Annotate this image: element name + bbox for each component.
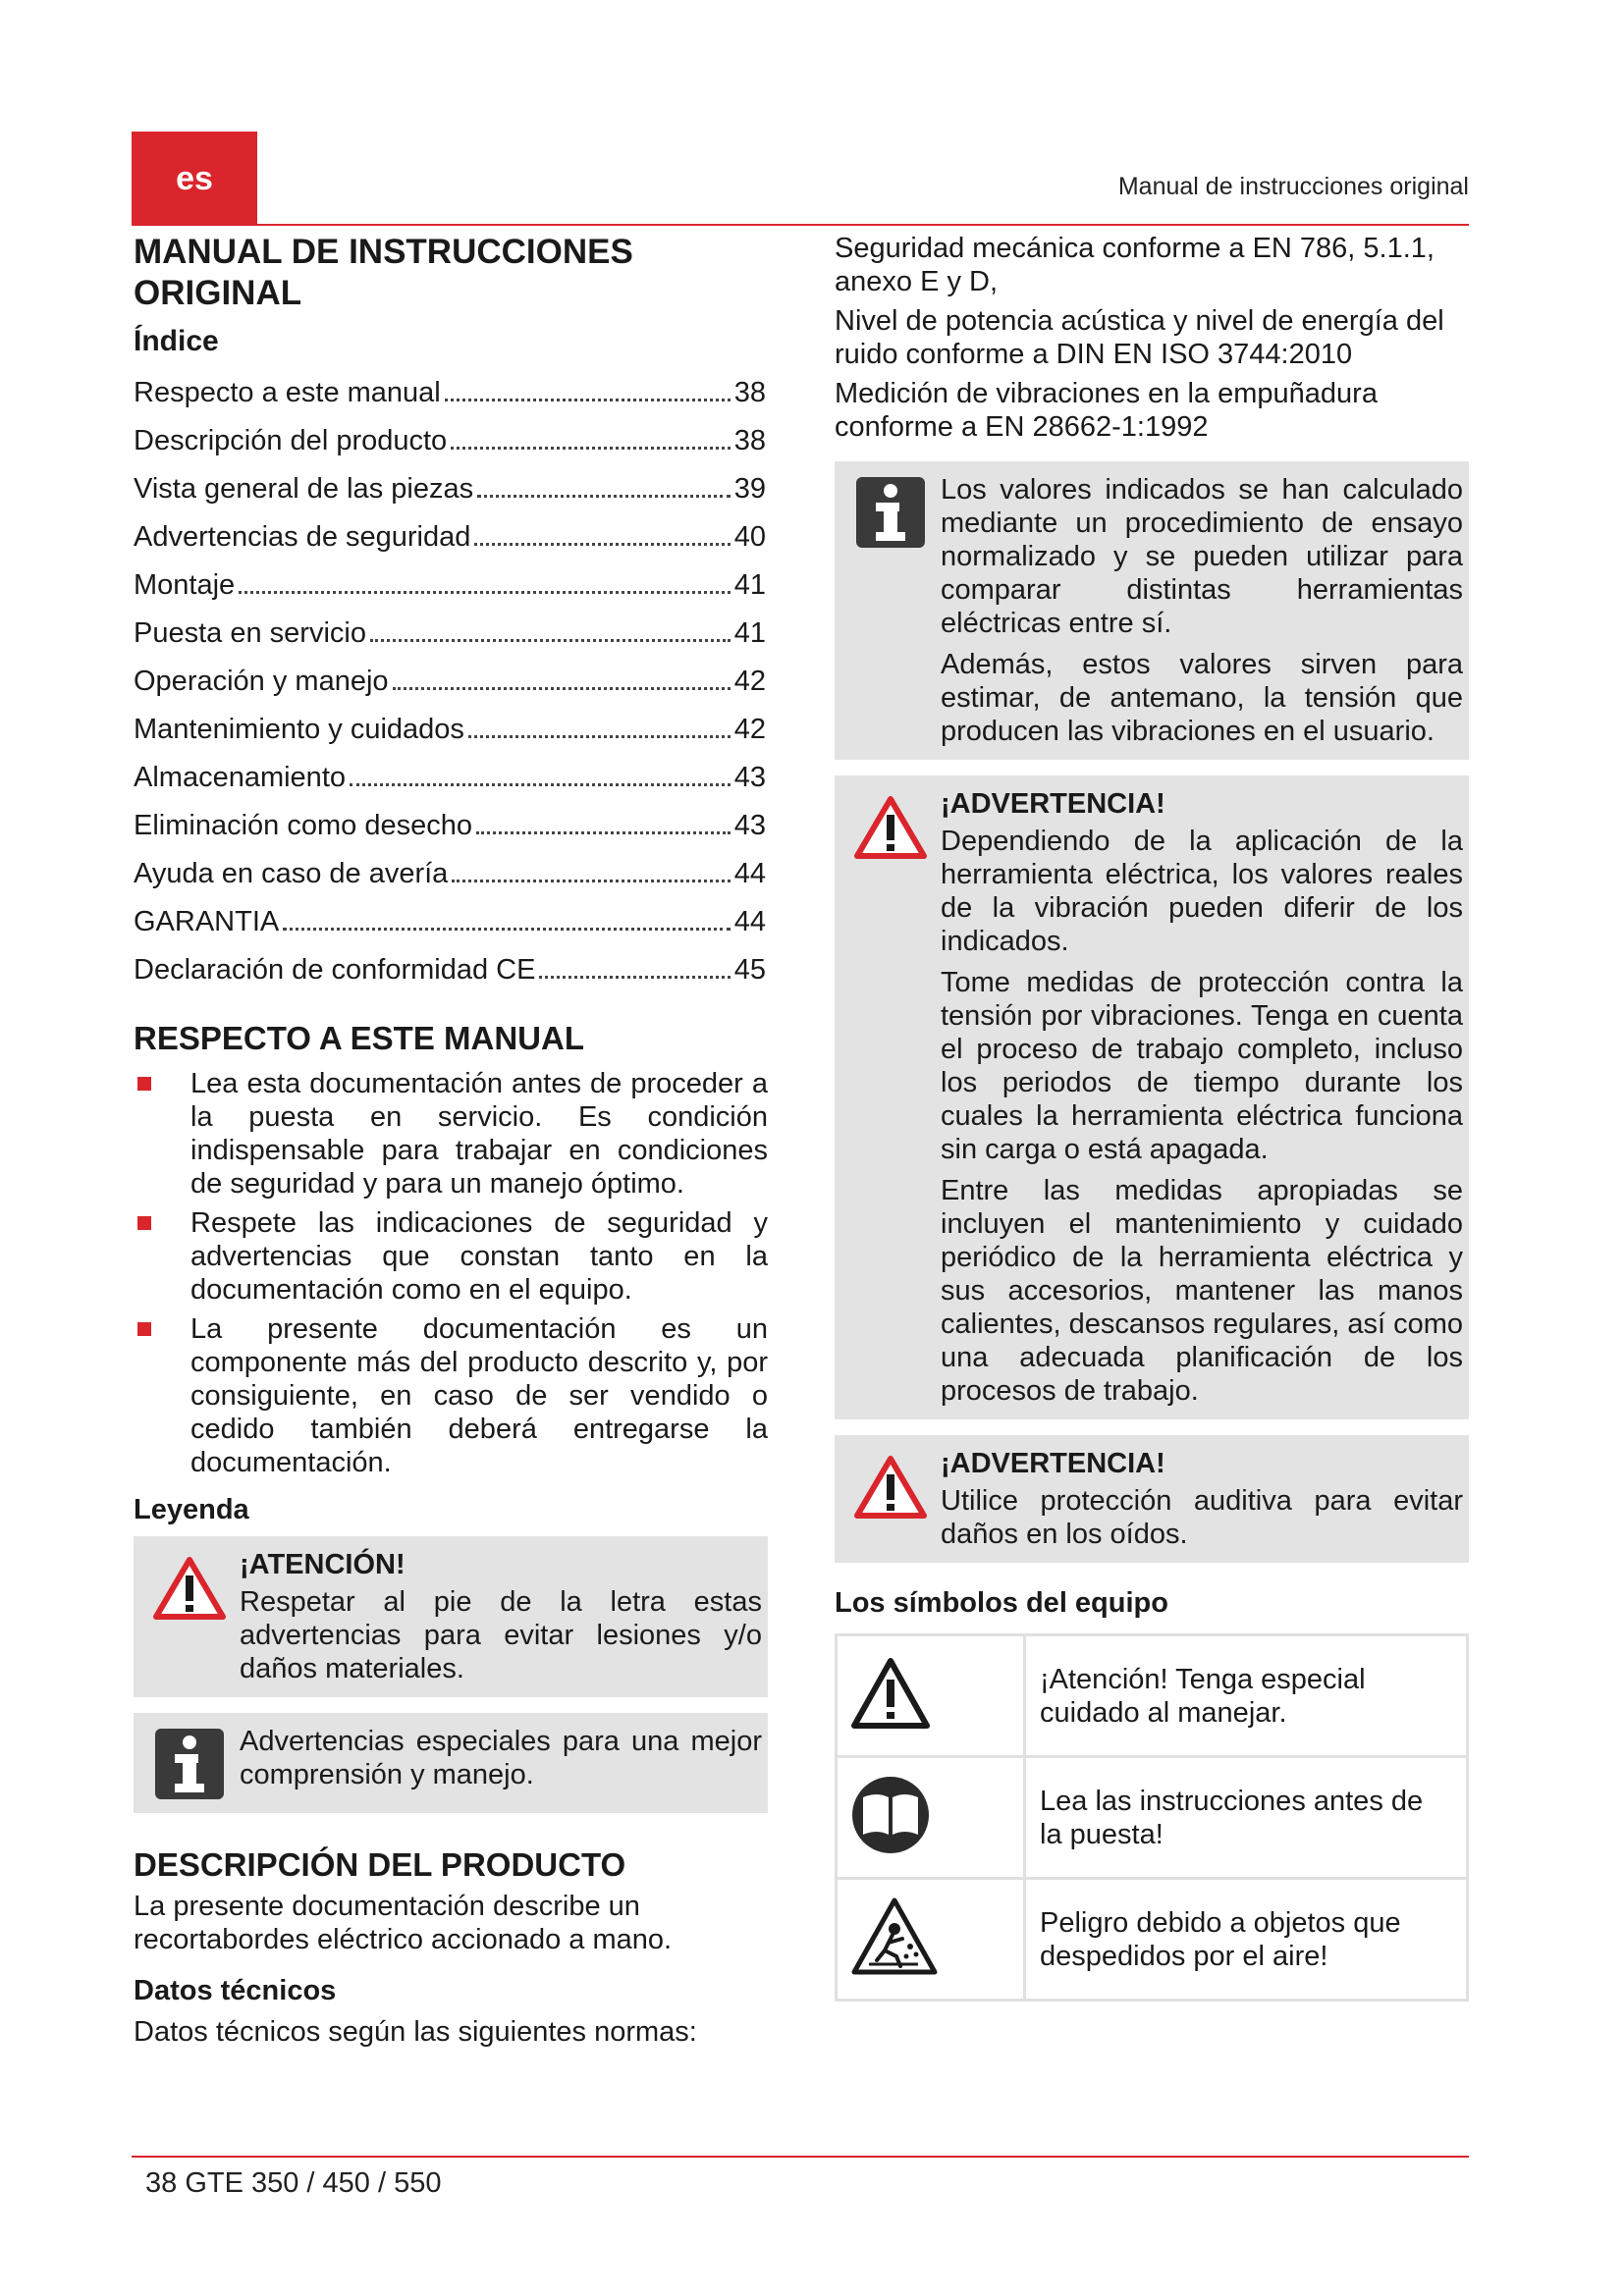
toc-page: 38 xyxy=(733,377,766,408)
bullet-text: Respete las indicaciones de seguridad y advertencias que constan tanto en la documentación como en el equipo. xyxy=(190,1207,768,1306)
info-box xyxy=(835,461,1469,760)
toc-page: 43 xyxy=(733,762,766,793)
bullet-square-icon xyxy=(137,1216,151,1230)
toc-page: 41 xyxy=(733,617,766,649)
attention-title: ¡ATENCIÓN! xyxy=(240,1549,406,1580)
read-manual-icon xyxy=(849,1774,932,1856)
product-text: La presente documentación describe un recortabordes eléctrico accionado a mano. xyxy=(134,1891,673,1955)
info-paragraph: Los valores indicados se han calculado mediante un procedimiento de ensayo normalizado y se pueden utilizar para comparar distintas herramientas eléctricas entre sí. xyxy=(941,474,1463,639)
toc-label: Operación y manejo xyxy=(134,666,389,697)
toc-entry[interactable] xyxy=(134,706,766,754)
standard-item: Medición de vibraciones en la empuñadura conforme a EN 28662-1:1992 xyxy=(835,378,1378,443)
toc-entry[interactable] xyxy=(134,946,766,994)
flying-objects-icon xyxy=(849,1896,940,1978)
toc-label: Respecto a este manual xyxy=(134,377,441,408)
right-column xyxy=(835,232,1469,2002)
symbols-table xyxy=(835,1633,1469,2002)
bullet-text: La presente documentación es un componente más del producto descrito y, por consiguiente, en caso de ser vendido o cedido también deberá entregarse la documentación. xyxy=(190,1313,768,1478)
index-heading: Índice xyxy=(134,325,219,357)
symbols-heading: Los símbolos del equipo xyxy=(835,1587,1168,1619)
table-of-contents xyxy=(134,369,768,994)
toc-label: Vista general de las piezas xyxy=(134,473,474,505)
page-footer: 38 GTE 350 / 450 / 550 xyxy=(145,2167,442,2199)
toc-entry[interactable] xyxy=(134,658,766,706)
warning-paragraph: Entre las medidas apropiadas se incluyen el mantenimiento y cuidado periódico de la herramienta eléctrica y sus accesorios, mantener las manos calientes, descansos regulares, así como una adecuada planificación de los procesos de trabajo. xyxy=(941,1175,1463,1407)
attention-box xyxy=(134,1536,768,1697)
toc-entry[interactable] xyxy=(134,754,766,802)
toc-label: Puesta en servicio xyxy=(134,617,366,649)
bullet-square-icon xyxy=(137,1077,151,1091)
toc-page: 43 xyxy=(733,810,766,841)
tech-data-heading: Datos técnicos xyxy=(134,1975,337,2006)
tech-data-text: Datos técnicos según las siguientes normas: xyxy=(134,2016,697,2048)
list-item xyxy=(134,1067,768,1201)
warning-triangle-icon xyxy=(153,1556,226,1621)
toc-page: 40 xyxy=(733,521,766,553)
toc-entry[interactable] xyxy=(134,417,766,465)
warning-box xyxy=(835,775,1469,1419)
toc-label: Eliminación como desecho xyxy=(134,810,472,841)
toc-page: 42 xyxy=(733,714,766,745)
about-heading: RESPECTO A ESTE MANUAL xyxy=(134,1020,584,1056)
warning-text: Utilice protección auditiva para evitar daños en los oídos. xyxy=(941,1485,1463,1550)
symbol-description: ¡Atención! Tenga especial cuidado al manejar. xyxy=(1025,1635,1468,1757)
info-icon xyxy=(153,1727,226,1801)
toc-entry[interactable] xyxy=(134,898,766,946)
header-title: Manual de instrucciones original xyxy=(1117,173,1469,200)
warning-paragraph: Dependiendo de la aplicación de la herramienta eléctrica, los valores reales de la vibración pueden diferir de los indicados. xyxy=(941,826,1463,957)
info-legend-text: Advertencias especiales para una mejor comprensión y manejo. xyxy=(240,1726,762,1790)
toc-page: 44 xyxy=(733,906,766,937)
bullet-square-icon xyxy=(137,1322,151,1336)
header-divider xyxy=(132,224,1469,226)
toc-entry[interactable] xyxy=(134,513,766,561)
warning-triangle-icon xyxy=(854,795,927,860)
attention-text: Respetar al pie de la letra estas advertencias para evitar lesiones y/o daños materiales. xyxy=(240,1586,762,1684)
page-title: MANUAL DE INSTRUCCIONES ORIGINAL xyxy=(134,233,633,312)
info-legend-box xyxy=(134,1713,768,1813)
standard-item: Seguridad mecánica conforme a EN 786, 5.1.1, anexo E y D, xyxy=(835,233,1435,297)
table-row xyxy=(837,1635,1468,1757)
toc-entry[interactable] xyxy=(134,465,766,513)
warning-title: ¡ADVERTENCIA! xyxy=(941,788,1165,820)
product-heading: DESCRIPCIÓN DEL PRODUCTO xyxy=(134,1846,626,1883)
toc-label: Almacenamiento xyxy=(134,762,346,793)
list-item xyxy=(134,1312,768,1479)
standard-item: Nivel de potencia acústica y nivel de energía del ruido conforme a DIN EN ISO 3744:2010 xyxy=(835,305,1444,370)
toc-page: 38 xyxy=(733,425,766,456)
toc-label: Declaración de conformidad CE xyxy=(134,954,536,986)
list-item xyxy=(134,1206,768,1307)
symbol-description: Lea las instrucciones antes de la puesta! xyxy=(1025,1757,1468,1879)
warning-triangle-icon xyxy=(854,1455,927,1520)
toc-entry[interactable] xyxy=(134,561,766,610)
toc-entry[interactable] xyxy=(134,369,766,417)
footer-divider xyxy=(132,2156,1469,2158)
info-icon xyxy=(854,475,927,550)
toc-page: 41 xyxy=(733,569,766,601)
language-tab: es xyxy=(132,132,257,226)
toc-page: 44 xyxy=(733,858,766,889)
table-row xyxy=(837,1757,1468,1879)
toc-page: 39 xyxy=(733,473,766,505)
toc-label: Mantenimiento y cuidados xyxy=(134,714,464,745)
toc-page: 42 xyxy=(733,666,766,697)
toc-page: 45 xyxy=(733,954,766,986)
toc-entry[interactable] xyxy=(134,802,766,850)
toc-label: Montaje xyxy=(134,569,236,601)
table-row xyxy=(837,1879,1468,2001)
warning-triangle-icon xyxy=(849,1656,932,1731)
legend-heading: Leyenda xyxy=(134,1494,249,1525)
about-bullets xyxy=(134,1067,768,1479)
toc-label: Descripción del producto xyxy=(134,425,448,456)
toc-entry[interactable] xyxy=(134,610,766,658)
toc-entry[interactable] xyxy=(134,850,766,898)
toc-label: Ayuda en caso de avería xyxy=(134,858,449,889)
toc-label: Advertencias de seguridad xyxy=(134,521,471,553)
toc-label: GARANTIA xyxy=(134,906,280,937)
symbol-description: Peligro debido a objetos que despedidos por el aire! xyxy=(1025,1879,1468,2001)
hearing-warning-box xyxy=(835,1435,1469,1563)
left-column xyxy=(134,232,768,2049)
warning-title: ¡ADVERTENCIA! xyxy=(941,1448,1165,1479)
info-paragraph: Además, estos valores sirven para estimar, de antemano, la tensión que producen las vibraciones en el usuario. xyxy=(941,649,1463,747)
bullet-text: Lea esta documentación antes de proceder a la puesta en servicio. Es condición indispensable para trabajar en condiciones de seguridad y para un manejo óptimo. xyxy=(190,1068,768,1200)
warning-paragraph: Tome medidas de protección contra la tensión por vibraciones. Tenga en cuenta el proceso de trabajo completo, incluso los periodos de tiempo durante los cuales la herramienta eléctrica funciona sin carga o está apagada. xyxy=(941,967,1463,1165)
